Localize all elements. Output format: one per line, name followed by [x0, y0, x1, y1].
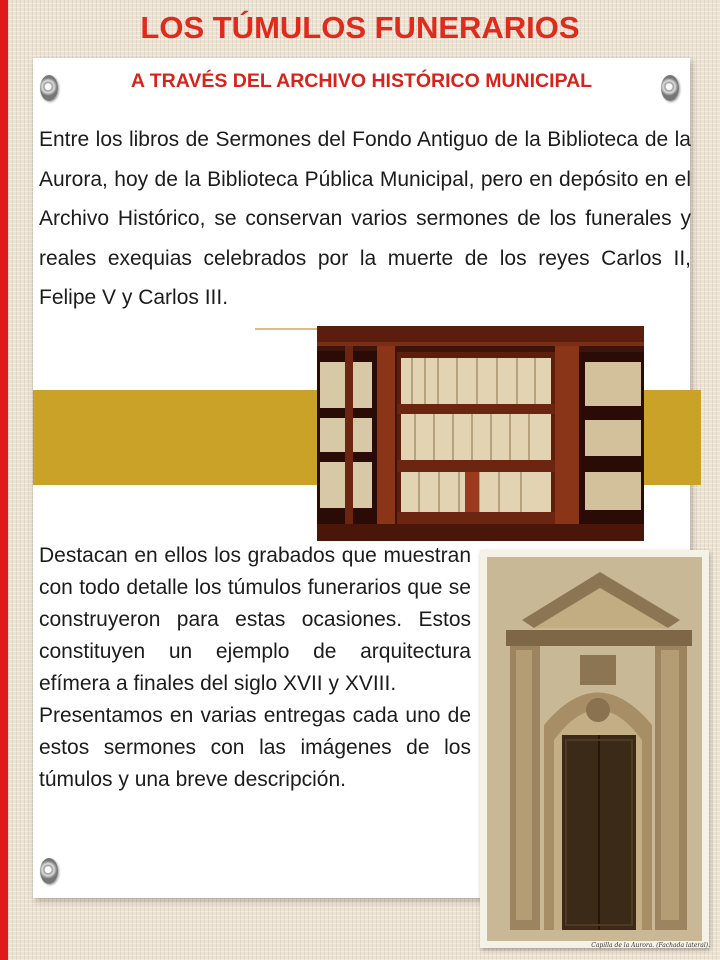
red-edge-stripe [0, 0, 8, 960]
pushpin-icon [661, 75, 679, 101]
intro-paragraph: Entre los libros de Sermones del Fondo Antiguo de la Biblioteca de la Aurora, hoy de la Biblioteca Pública Municipal, pero en depósito en el Archivo Histórico, se conservan varios sermones de los funerales y reales exequias celebrados por la muerte de los reyes Carlos II, Felipe V y Carlos III. [39, 128, 691, 309]
pushpin-icon [40, 858, 58, 884]
series-text: Presentamos en varias entregas cada uno de estos sermones con las imágenes de los túmulos y una breve descripción. [39, 704, 471, 791]
bookshelf-photo [317, 326, 644, 541]
card-subtitle: A TRAVÉS DEL ARCHIVO HISTÓRICO MUNICIPAL [130, 70, 593, 92]
divider-line [255, 328, 325, 330]
description-paragraph [39, 540, 471, 796]
engravings-text: Destacan en ellos los grabados que muestran con todo detalle los túmulos funerarios que se construyeron para estas ocasiones. Estos constituyen un ejemplo de arquitectura efímera a finales del siglo XVII y XVIII. [39, 544, 471, 695]
chapel-door-photo [480, 550, 709, 948]
pushpin-icon [40, 75, 58, 101]
page-title: LOS TÚMULOS FUNERARIOS [140, 10, 580, 45]
photo-caption: Capilla de la Aurora. (Fachada lateral). [591, 942, 710, 949]
